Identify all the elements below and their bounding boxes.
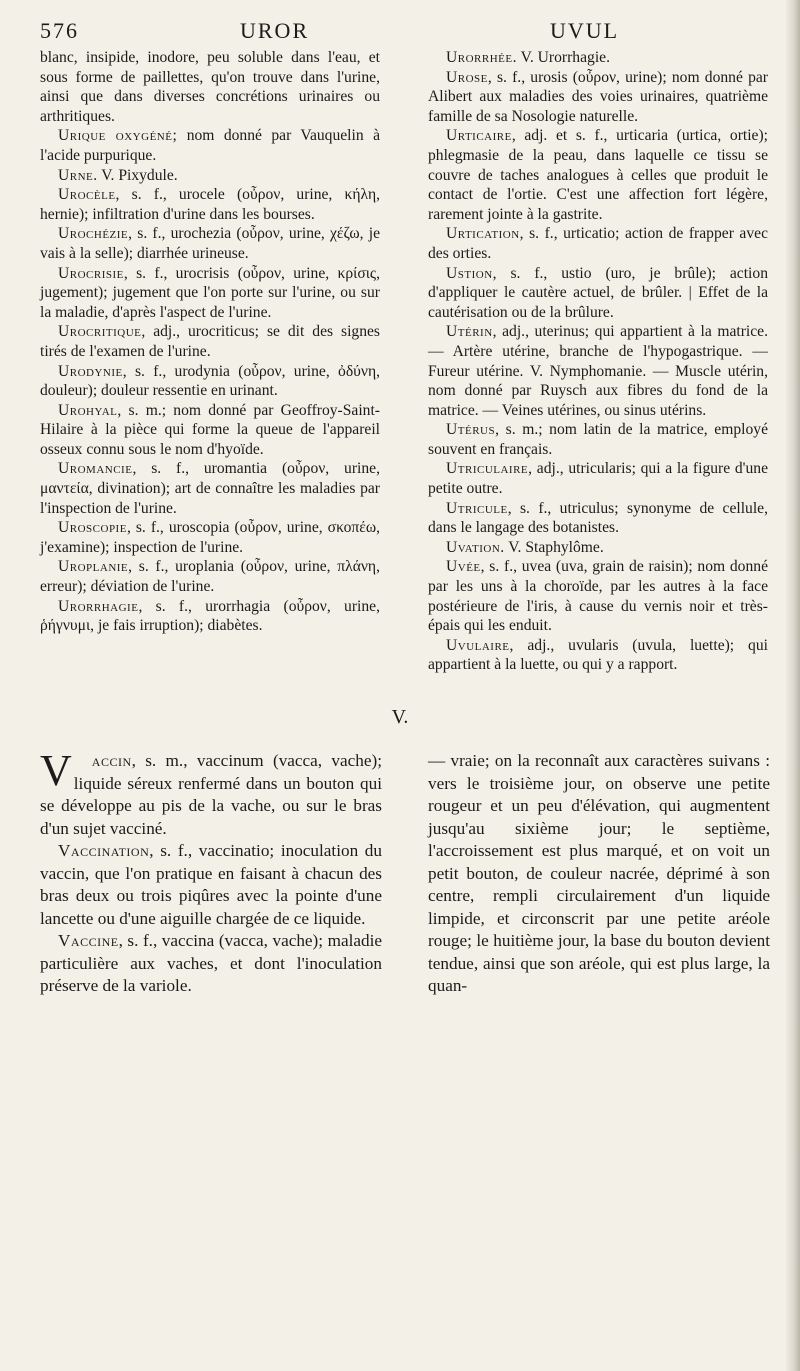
dictionary-entry [428, 750, 770, 998]
entry-definition: , adj., utricularis; qui a la figure d'une petite outre. [428, 460, 768, 498]
entry-definition: blanc, insipide, inodore, peu soluble dans l'eau, et sous forme de paillettes, qu'on trouve dans l'urine, ainsi que dans diverses concrétions urinaires ou arthritiques. [40, 49, 380, 125]
dictionary-entry [428, 459, 768, 498]
entry-definition: , s. f., uromantia (οὖρον, urine, μαντεία, divination); art de connaître les maladies par l'inspection de l'urine. [40, 460, 380, 517]
entry-definition: , s. f., urosis (οὖρον, urine); nom donné par Alibert aux maladies des voies urinaires, quatrième famille de sa Nosologie naturelle. [428, 68, 768, 125]
entry-definition: , s. m.; nom donné par Geoffroy-Saint-Hilaire à la pièce qui forme la queue de l'appareil osseux connu sous le nom d'hyoïde. [40, 401, 380, 458]
entry-headword: Urtication [446, 225, 520, 243]
dictionary-entry [40, 840, 382, 930]
dictionary-entry [428, 322, 768, 420]
entry-headword: Urocrisie [58, 264, 124, 282]
entry-headword: Urique oxygéné; [58, 127, 178, 145]
dictionary-entry [40, 401, 380, 460]
dictionary-entry [40, 362, 380, 401]
entry-headword: Uvulaire [446, 636, 510, 654]
entry-headword: Urocèle [58, 186, 116, 204]
dictionary-entry [40, 224, 380, 263]
entry-headword: Urose [446, 68, 488, 86]
dictionary-entry [428, 48, 768, 68]
entry-definition: V. Pixydule. [97, 166, 178, 184]
dictionary-entry [40, 930, 382, 998]
entry-definition: , s. m., vaccinum (vacca, vache); liquide séreux renfermé dans un bouton qui se développe au pis de la vache, ou sur le bras d'un sujet vacciné. [40, 751, 382, 838]
entry-definition: , s. f., urochezia (οὖρον, urine, χέζω, je vais à la selle); diarrhée urineuse. [40, 225, 380, 262]
dictionary-entry [428, 499, 768, 538]
entry-headword: Uroscopie [58, 519, 127, 537]
dictionary-entry [428, 264, 768, 323]
dictionary-entry [428, 557, 768, 635]
page-number: 576 [40, 18, 79, 43]
entry-definition: , s. m.; nom latin de la matrice, employé souvent en français. [428, 421, 768, 458]
entry-headword: Ustion [446, 264, 493, 282]
entry-headword: Urticaire [446, 127, 512, 145]
dictionary-entry [40, 557, 380, 596]
running-head-right: UVUL [550, 18, 620, 43]
entry-headword: Utérin [446, 323, 493, 341]
entry-headword: Utérus [446, 421, 496, 439]
section-heading: V. [391, 706, 409, 728]
entry-headword: Utriculaire [446, 460, 529, 478]
entry-headword: Urochézie [58, 225, 129, 243]
dictionary-entry [428, 420, 768, 459]
dictionary-entry [428, 224, 768, 263]
entry-headword: Urocritique [58, 323, 142, 341]
dictionary-entry [40, 48, 380, 126]
entry-definition: , adj. et s. f., urticaria (urtica, ortie); phlegmasie de la peau, dans laquelle ce tissu se couvre de taches analogues à celles que produit le contact de l'ortie. C'est une affection fort légère, rarement jointe à la gastrite. [428, 127, 768, 223]
dictionary-entry [40, 322, 380, 361]
entry-headword: Urohyal [58, 401, 118, 419]
dictionary-entry [40, 597, 380, 636]
entry-definition: nom donné par Vauquelin à l'acide purpurique. [40, 127, 380, 164]
entry-definition: , adj., uterinus; qui appartient à la matrice. — Artère utérine, branche de l'hypogastrique. — Fureur utérine. V. Nymphomanie. — Muscle utérin, nom donné par Ruysch aux fibres du fond de la matrice. — Veines utérines, ou sinus utérins. [428, 323, 768, 419]
entry-definition: , adj., uvularis (uvula, luette); qui appartient à la luette, ou qui y a rapport. [428, 636, 768, 674]
dictionary-entry [428, 126, 768, 224]
dictionary-entry [428, 68, 768, 127]
entry-headword: Uvation. [446, 538, 505, 556]
bottom-left-column [40, 746, 382, 998]
entry-definition: , s. f., urocrisis (οὖρον, urine, κρίσις, jugement); jugement que l'on porte sur l'urine, ou sur la maladie, d'après l'aspect de l'urine. [40, 264, 380, 321]
dictionary-entry [40, 166, 380, 186]
entry-definition: , s. f., urocele (οὖρον, urine, κήλη, hernie); infiltration d'urine dans les bourses. [40, 186, 380, 223]
dictionary-entry [40, 264, 380, 323]
dictionary-entry [428, 538, 768, 558]
bottom-right-column [428, 750, 770, 998]
left-column [40, 48, 380, 636]
dictionary-entry [40, 459, 380, 518]
entry-definition: V. Urorrhagie. [517, 49, 610, 66]
entry-definition: , s. f., vaccinatio; inoculation du vaccin, que l'on pratique en faisant à chacun des bras deux ou trois piqûres avec la pointe d'une lancette ou d'une aiguille chargée de ce liquide. [40, 841, 382, 928]
entry-headword: Uromancie [58, 460, 133, 478]
entry-definition: , s. f., ustio (uro, je brûle); action d'appliquer le cautère actuel, de brûler. | Effet de la cautérisation ou de la brûlure. [428, 264, 768, 321]
page-edge [786, 0, 800, 1371]
dictionary-entry [428, 636, 768, 675]
entry-headword: Uroplanie [58, 558, 129, 576]
entry-definition: , s. f., utriculus; synonyme de cellule, dans le langage des botanistes. [428, 499, 768, 537]
entry-headword: Vaccine [58, 931, 119, 950]
entry-definition: , s. f., urodynia (οὖρον, urine, ὀδύνη, douleur); douleur ressentie en urinant. [40, 362, 380, 400]
dictionary-entry [40, 185, 380, 224]
running-head-left: UROR [240, 18, 310, 43]
entry-headword: Urorrhée. [446, 49, 517, 66]
entry-headword: accin [91, 751, 132, 770]
entry-headword: Urne. [58, 166, 98, 184]
entry-headword: Urodynie [58, 362, 123, 380]
entry-definition: , adj., urocriticus; se dit des signes tirés de l'examen de l'urine. [40, 323, 380, 360]
drop-cap: V [40, 746, 72, 795]
entry-definition: , s. f., uvea (uva, grain de raisin); nom donné par les uns à la choroïde, par les autres à la face postérieure de l'iris, à cause du vernis noir et très-épais qui les enduit. [428, 558, 768, 635]
dictionary-entry [40, 126, 380, 165]
dictionary-entry [40, 518, 380, 557]
entry-definition: , s. f., urticatio; action de frapper avec des orties. [428, 225, 768, 262]
entry-definition: , s. f., vaccina (vacca, vache); maladie particulière aux vaches, et dont l'inoculation préserve de la variole. [40, 931, 382, 995]
entry-headword: Uvée [446, 558, 481, 576]
entry-definition: — vraie; on la reconnaît aux caractères suivans : vers le troisième jour, on observe une petite rougeur et un peu d'élévation, qui augmentent jusqu'au sixième jour; le septième, l'accroissement est plus marqué, et on voit un petit bouton, de couleur nacrée, déprimé à son centre, rempli circulairement d'un liquide limpide, et circonscrit par une petite aréole rouge; le huitième jour, la base du bouton devient tendue, ainsi que son aréole, qui est plus large, la quan- [428, 751, 770, 995]
entry-headword: Urorrhagie [58, 597, 139, 615]
right-column [428, 48, 768, 675]
entry-definition: V. Staphylôme. [504, 538, 604, 556]
entry-headword: Vaccination [58, 841, 150, 860]
dictionary-entry [40, 746, 382, 840]
entry-definition: , s. f., urorrhagia (οὖρον, urine, ῥήγνυμι, je fais irruption); diabètes. [40, 597, 380, 635]
entry-headword: Utricule [446, 499, 508, 517]
entry-definition: , s. f., uroscopia (οὖρον, urine, σκοπέω, j'examine); inspection de l'urine. [40, 519, 380, 556]
entry-definition: , s. f., uroplania (οὖρον, urine, πλάνη, erreur); déviation de l'urine. [40, 558, 380, 596]
